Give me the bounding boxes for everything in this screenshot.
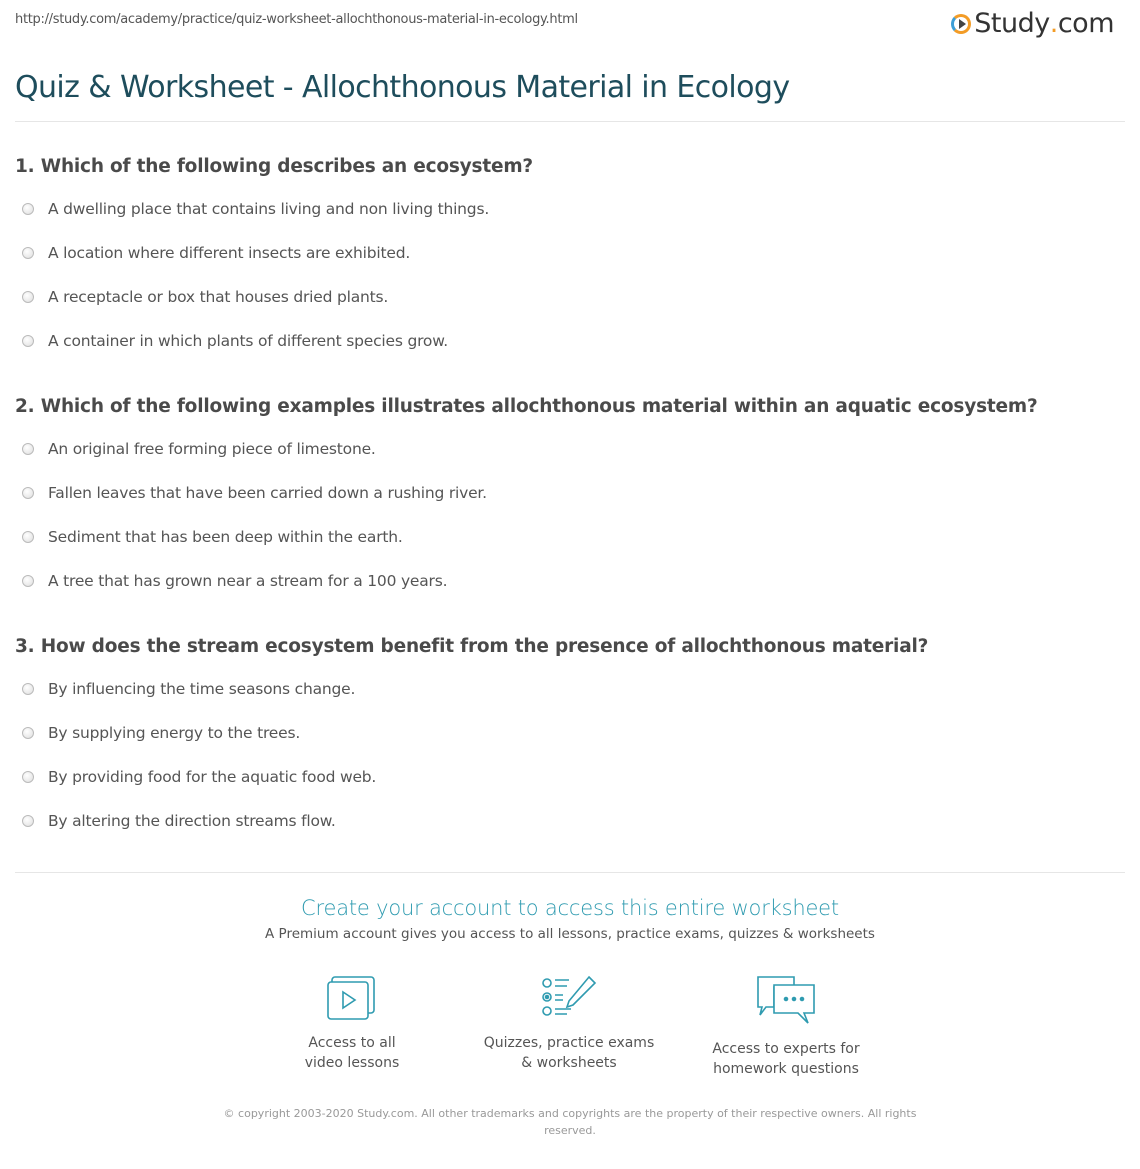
video-icon bbox=[326, 975, 378, 1021]
radio-button[interactable] bbox=[22, 443, 34, 455]
answer-option[interactable] bbox=[22, 768, 376, 786]
question-2: 2. Which of the following examples illustrates allochthonous material within an aquatic ecosystem? bbox=[15, 396, 1038, 417]
feature-experts bbox=[676, 975, 896, 1079]
feature-video-lessons bbox=[242, 975, 462, 1073]
radio-button[interactable] bbox=[22, 531, 34, 543]
study-logo[interactable] bbox=[951, 8, 1114, 39]
answer-option[interactable] bbox=[22, 332, 448, 350]
radio-button[interactable] bbox=[22, 575, 34, 587]
radio-button[interactable] bbox=[22, 247, 34, 259]
feature-label: Quizzes, practice exams bbox=[483, 1035, 655, 1051]
logo-tld: com bbox=[1057, 8, 1114, 39]
feature-label: Access to experts for bbox=[712, 1041, 860, 1057]
page-title: Quiz & Worksheet - Allochthonous Material in Ecology bbox=[15, 70, 790, 105]
logo-name: Study bbox=[974, 8, 1050, 39]
feature-label: Access to all bbox=[308, 1035, 396, 1051]
feature-label: & worksheets bbox=[521, 1055, 617, 1071]
option-label: A receptacle or box that houses dried plants. bbox=[48, 288, 389, 306]
logo-dot: . bbox=[1049, 8, 1058, 39]
cta-title[interactable]: Create your account to access this entire worksheet bbox=[301, 896, 839, 920]
answer-option[interactable] bbox=[22, 572, 447, 590]
answer-option[interactable] bbox=[22, 244, 410, 262]
option-label: By providing food for the aquatic food web. bbox=[48, 768, 377, 786]
option-label: A tree that has grown near a stream for a 100 years. bbox=[48, 572, 448, 590]
option-label: Fallen leaves that have been carried down a rushing river. bbox=[48, 484, 487, 502]
answer-option[interactable] bbox=[22, 680, 355, 698]
option-label: By altering the direction streams flow. bbox=[48, 812, 336, 830]
copyright: © copyright 2003-2020 Study.com. All other trademarks and copyrights are the property of their respective owners. All rights reserved. bbox=[223, 1107, 917, 1137]
option-label: A dwelling place that contains living and non living things. bbox=[48, 200, 490, 218]
option-label: By influencing the time seasons change. bbox=[48, 680, 356, 698]
page-url: http://study.com/academy/practice/quiz-worksheet-allochthonous-material-in-ecology.html bbox=[15, 12, 578, 27]
option-label: Sediment that has been deep within the earth. bbox=[48, 528, 403, 546]
feature-quizzes bbox=[459, 975, 679, 1073]
answer-option[interactable] bbox=[22, 484, 487, 502]
divider bbox=[15, 121, 1125, 122]
play-logo-icon bbox=[951, 14, 971, 34]
divider bbox=[15, 872, 1125, 873]
radio-button[interactable] bbox=[22, 203, 34, 215]
radio-button[interactable] bbox=[22, 683, 34, 695]
option-label: A container in which plants of different species grow. bbox=[48, 332, 448, 350]
answer-option[interactable] bbox=[22, 528, 403, 546]
question-1: 1. Which of the following describes an ecosystem? bbox=[15, 156, 533, 177]
answer-option[interactable] bbox=[22, 724, 300, 742]
radio-button[interactable] bbox=[22, 815, 34, 827]
radio-button[interactable] bbox=[22, 771, 34, 783]
question-3: 3. How does the stream ecosystem benefit from the presence of allochthonous material? bbox=[15, 636, 929, 657]
radio-button[interactable] bbox=[22, 335, 34, 347]
chat-icon bbox=[754, 975, 818, 1027]
cta-subtitle: A Premium account gives you access to all lessons, practice exams, quizzes & worksheets bbox=[265, 926, 875, 942]
answer-option[interactable] bbox=[22, 440, 376, 458]
answer-option[interactable] bbox=[22, 812, 336, 830]
option-label: A location where different insects are exhibited. bbox=[48, 244, 411, 262]
radio-button[interactable] bbox=[22, 291, 34, 303]
radio-button[interactable] bbox=[22, 727, 34, 739]
radio-button[interactable] bbox=[22, 487, 34, 499]
option-label: By supplying energy to the trees. bbox=[48, 724, 301, 742]
option-label: An original free forming piece of limestone. bbox=[48, 440, 376, 458]
answer-option[interactable] bbox=[22, 288, 388, 306]
feature-label: homework questions bbox=[713, 1061, 859, 1077]
answer-option[interactable] bbox=[22, 200, 489, 218]
quiz-icon bbox=[541, 975, 597, 1021]
feature-label: video lessons bbox=[304, 1055, 400, 1071]
